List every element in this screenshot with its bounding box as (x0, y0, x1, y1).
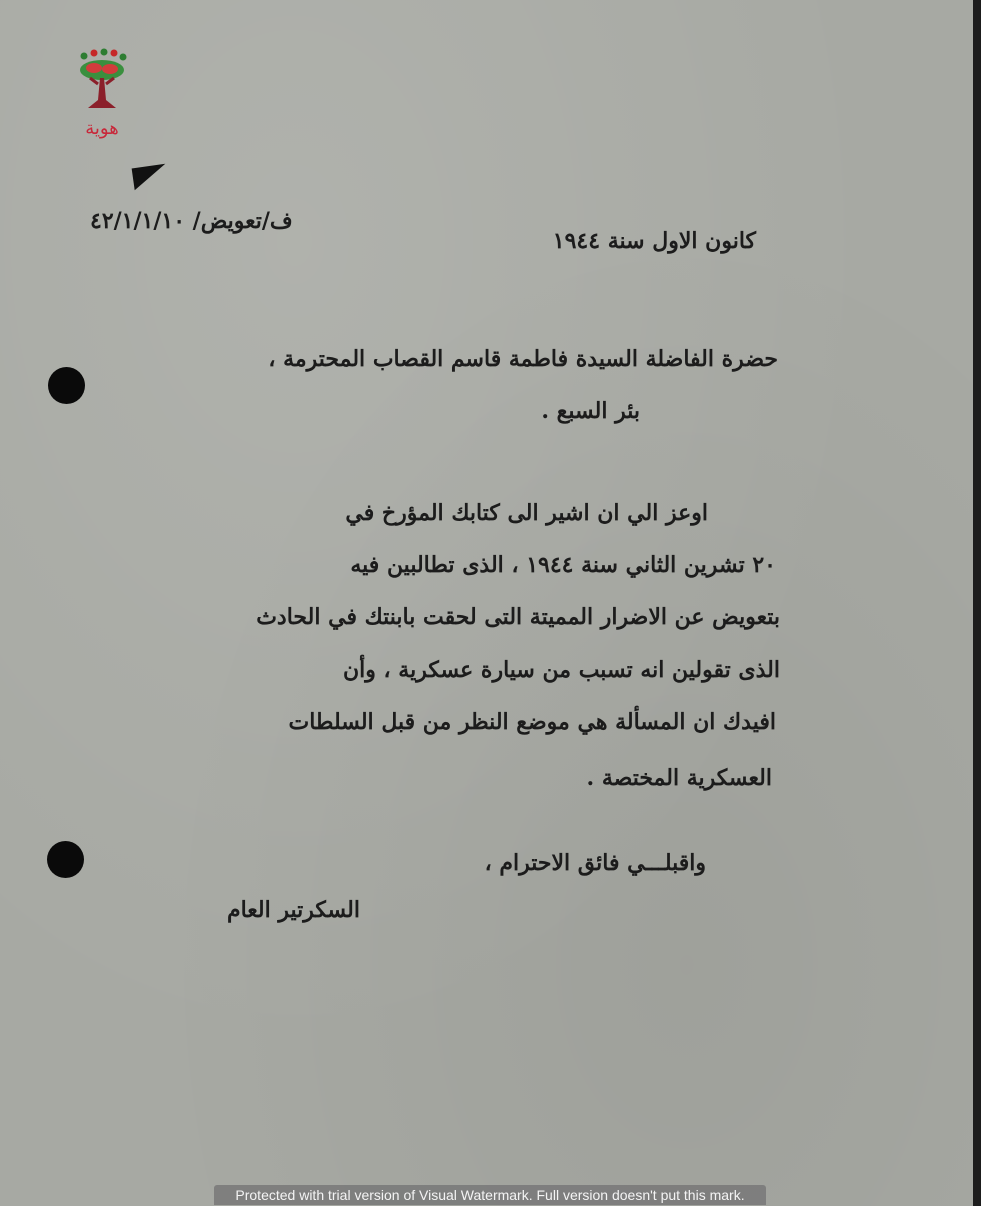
body-line-3: بتعويض عن الاضرار المميتة التى لحقت بابنتك في الحادث (256, 604, 780, 630)
signature-title: السكرتير العام (226, 897, 360, 923)
body-line-2: ٢٠ تشرين الثاني سنة ١٩٤٤ ، الذى تطالبين فيه (350, 552, 776, 578)
body-line-6: العسكرية المختصة . (586, 765, 772, 791)
punch-hole-bottom (47, 841, 84, 878)
folder-tab-mark (132, 164, 169, 191)
addressee-location: بئر السبع . (541, 398, 640, 424)
archive-logo (74, 48, 134, 166)
page-edge-border (973, 0, 981, 1206)
logo-text: هوية (85, 118, 119, 139)
punch-hole-top (48, 367, 85, 404)
addressee-line: حضرة الفاضلة السيدة فاطمة قاسم القصاب المحترمة ، (268, 346, 778, 372)
closing-line: واقبلـــي فائق الاحترام ، (484, 850, 706, 876)
body-line-4: الذى تقولين انه تسبب من سيارة عسكرية ، وأن (343, 657, 780, 683)
reference-number: ف/تعويض/ ٤٢/١/١/١٠ (90, 208, 293, 234)
tree-icon (74, 48, 130, 118)
letter-date: كانون الاول سنة ١٩٤٤ (552, 228, 756, 254)
body-line-5: افيدك ان المسألة هي موضع النظر من قبل السلطات (288, 709, 776, 735)
body-line-1: اوعز الي ان اشير الى كتابك المؤرخ في (345, 500, 708, 526)
watermark-banner: Protected with trial version of Visual Watermark. Full version doesn't put this mark. (214, 1185, 766, 1205)
